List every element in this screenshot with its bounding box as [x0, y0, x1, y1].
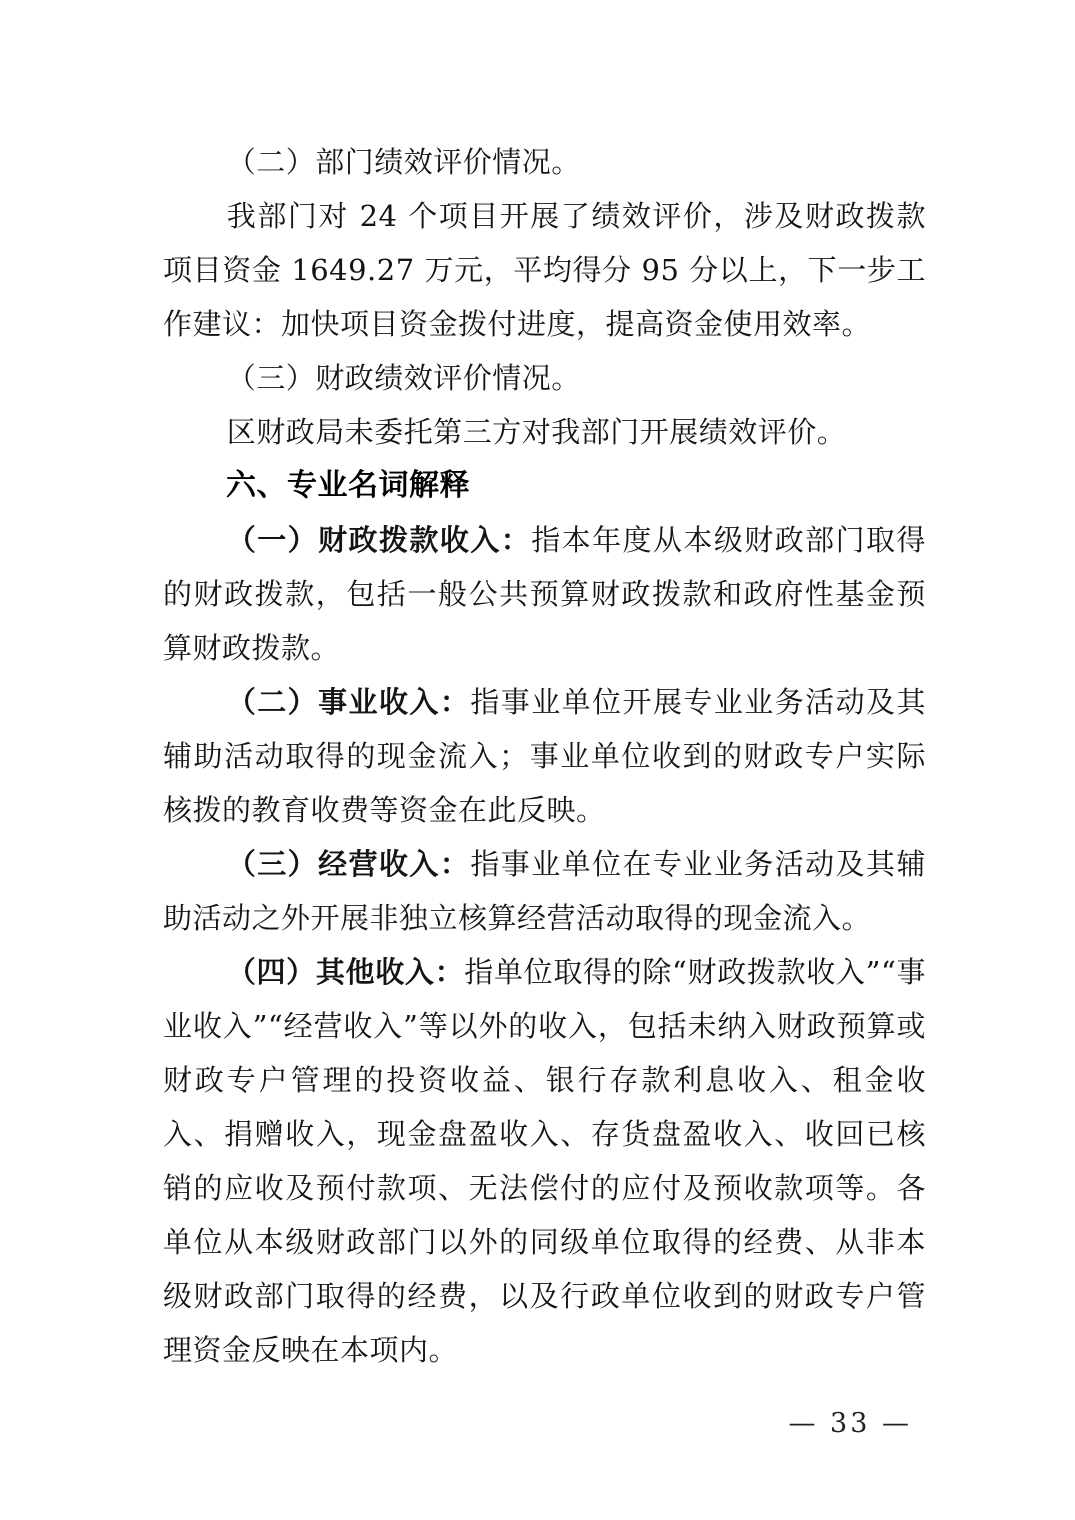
term-name: （三）经营收入：	[226, 847, 471, 881]
term-paragraph-fiscal-appropriation-income	[163, 513, 926, 675]
term-name: （四）其他收入：	[226, 955, 465, 989]
term-definition: 指事业单位开展专业业务活动及其辅助活动取得的现金流入；事业单位收到的财政专户实际核拨的教育收费等资金在此反映。	[163, 685, 926, 827]
term-name: （一）财政拨款收入：	[226, 523, 532, 557]
subsection-title-dept-evaluation: （二）部门绩效评价情况。	[226, 145, 581, 179]
document-body	[163, 135, 926, 1377]
term-paragraph-business-income	[163, 837, 926, 945]
subsection-title-fiscal-evaluation: （三）财政绩效评价情况。	[226, 361, 581, 395]
term-paragraph-operating-income	[163, 675, 926, 837]
page-number: — 33 —	[788, 1408, 912, 1439]
term-definition: 指本年度从本级财政部门取得的财政拨款，包括一般公共预算财政拨款和政府性基金预算财政拨款。	[163, 523, 926, 665]
paragraph-fiscal-evaluation-detail: 区财政局未委托第三方对我部门开展绩效评价。	[226, 415, 847, 449]
section-heading-terminology: 六、专业名词解释	[226, 469, 470, 502]
term-paragraph-other-income	[163, 945, 926, 1377]
term-definition: 指单位取得的除“财政拨款收入”“事业收入”“经营收入”等以外的收入，包括未纳入财政预算或财政专户管理的投资收益、银行存款利息收入、租金收入、捐赠收入，现金盘盈收入、存货盘盈收入、收回已核销的应收及预付款项、无法偿付的应付及预收款项等。各单位从本级财政部门以外的同级单位取得的经费、从非本级财政部门取得的经费，以及行政单位收到的财政专户管理资金反映在本项内。	[163, 955, 926, 1367]
term-name: （二）事业收入：	[226, 685, 471, 719]
term-definition: 指事业单位在专业业务活动及其辅助活动之外开展非独立核算经营活动取得的现金流入。	[163, 847, 926, 935]
paragraph-dept-evaluation-detail: 我部门对 24 个项目开展了绩效评价，涉及财政拨款项目资金 1649.27 万元，平均得分 95 分以上，下一步工作建议：加快项目资金拨付进度，提高资金使用效率。	[163, 199, 926, 341]
